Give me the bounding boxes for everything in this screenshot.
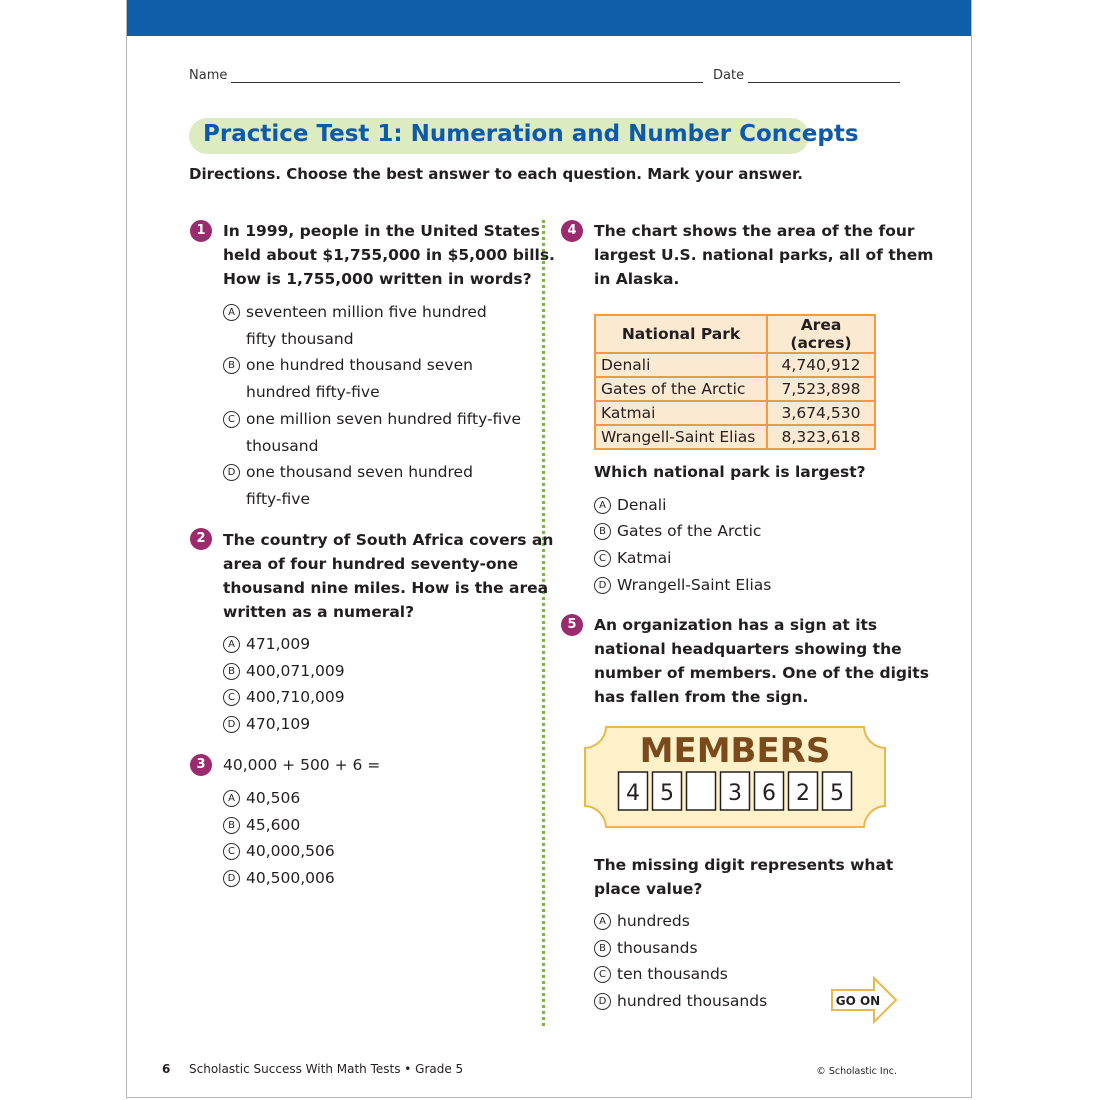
- table-header: Area (acres): [767, 315, 875, 353]
- digit-boxes: [619, 772, 852, 810]
- date-line[interactable]: [748, 68, 900, 83]
- date-field: [713, 68, 900, 83]
- answer-bubble-d[interactable]: D: [594, 577, 611, 594]
- option-text: Gates of the Arctic: [617, 522, 762, 540]
- question-1-line: How is 1,755,000 written in words?: [223, 270, 532, 288]
- answer-bubble-b[interactable]: B: [223, 357, 240, 374]
- question-4-line: The chart shows the area of the four: [594, 222, 915, 240]
- question-5-line: An organization has a sign at its: [594, 616, 878, 634]
- table-row: [595, 353, 875, 377]
- directions-text: Directions. Choose the best answer to each question. Mark your answer.: [189, 165, 803, 183]
- digit-label: 5: [830, 781, 844, 806]
- question-2-line: area of four hundred seventy-one: [223, 555, 519, 573]
- table-cell: 4,740,912: [767, 353, 875, 377]
- worksheet-page: [126, 0, 972, 1098]
- option-text: hundreds: [617, 912, 690, 930]
- page-number: 6: [162, 1062, 171, 1076]
- answer-bubble-c[interactable]: C: [223, 411, 240, 428]
- table-cell: 8,323,618: [767, 425, 875, 449]
- option-text: one thousand seven hundred fifty-five: [246, 463, 473, 508]
- sign-title: MEMBERS: [639, 731, 831, 771]
- question-2-text: [223, 528, 553, 624]
- digit-label: 3: [728, 781, 742, 806]
- question-3-text: 40,000 + 500 + 6 =: [223, 756, 381, 774]
- page-title: Practice Test 1: Numeration and Number Concepts: [203, 121, 859, 147]
- question-number-2: 2: [190, 528, 212, 550]
- question-4-line: in Alaska.: [594, 270, 680, 288]
- national-parks-table: [594, 314, 876, 450]
- option-text: 470,109: [246, 715, 311, 733]
- answer-bubble-c[interactable]: C: [594, 966, 611, 983]
- answer-bubble-a[interactable]: A: [223, 304, 240, 321]
- option-text: hundred thousands: [617, 992, 768, 1010]
- option-text: one million seven hundred fifty-five thousand: [246, 410, 522, 455]
- option-text: 400,071,009: [246, 662, 345, 680]
- answer-bubble-a[interactable]: A: [594, 497, 611, 514]
- table-cell: 7,523,898: [767, 377, 875, 401]
- book-title: Scholastic Success With Math Tests • Grade 5: [189, 1062, 464, 1076]
- question-2-line: The country of South Africa covers an: [223, 531, 554, 549]
- go-on-arrow: [830, 976, 898, 1024]
- answer-bubble-b[interactable]: B: [594, 940, 611, 957]
- question-5-prompt-line: The missing digit represents what: [594, 856, 894, 874]
- question-4-line: largest U.S. national parks, all of them: [594, 246, 934, 264]
- name-line[interactable]: [231, 68, 703, 83]
- option-text: 471,009: [246, 635, 311, 653]
- answer-bubble-b[interactable]: B: [594, 523, 611, 540]
- top-color-bar: [127, 0, 971, 36]
- table-row: [595, 425, 875, 449]
- question-5-line: number of members. One of the digits: [594, 664, 929, 682]
- option-text: 400,710,009: [246, 688, 345, 706]
- answer-bubble-a[interactable]: A: [223, 636, 240, 653]
- question-5-line: has fallen from the sign.: [594, 688, 809, 706]
- question-1-text: [223, 219, 555, 291]
- digit-label: 5: [660, 781, 674, 806]
- table-cell: Denali: [595, 353, 767, 377]
- option-text: ten thousands: [617, 965, 728, 983]
- answer-bubble-a[interactable]: A: [594, 913, 611, 930]
- answer-bubble-b[interactable]: B: [223, 817, 240, 834]
- option-text: one hundred thousand seven hundred fifty-five: [246, 356, 473, 401]
- table-cell: Gates of the Arctic: [595, 377, 767, 401]
- name-field: [189, 68, 703, 83]
- question-4-text: [594, 219, 933, 291]
- question-number-3: 3: [190, 754, 212, 776]
- question-number-5: 5: [561, 614, 583, 636]
- missing-digit-box: [687, 772, 716, 810]
- question-5-prompt: [594, 853, 893, 901]
- digit-label: 4: [626, 781, 640, 806]
- question-4-prompt: Which national park is largest?: [594, 463, 866, 481]
- question-5-line: national headquarters showing the: [594, 640, 902, 658]
- copyright: © Scholastic Inc.: [816, 1066, 897, 1077]
- answer-bubble-d[interactable]: D: [594, 993, 611, 1010]
- question-5-prompt-line: place value?: [594, 880, 703, 898]
- question-2-line: written as a numeral?: [223, 603, 415, 621]
- table-header: National Park: [595, 315, 767, 353]
- name-label: Name: [189, 68, 228, 83]
- answer-bubble-c[interactable]: C: [223, 689, 240, 706]
- go-on-label: GO ON: [835, 994, 881, 1008]
- option-text: Denali: [617, 496, 667, 514]
- answer-bubble-d[interactable]: D: [223, 716, 240, 733]
- table-header-row: [595, 315, 875, 353]
- option-text: Wrangell-Saint Elias: [617, 576, 772, 594]
- digit-label: 6: [762, 781, 776, 806]
- option-text: 45,600: [246, 816, 301, 834]
- table-cell: Wrangell-Saint Elias: [595, 425, 767, 449]
- answer-bubble-b[interactable]: B: [223, 663, 240, 680]
- answer-bubble-d[interactable]: D: [223, 464, 240, 481]
- table-cell: 3,674,530: [767, 401, 875, 425]
- question-1-line: In 1999, people in the United States: [223, 222, 540, 240]
- table-row: [595, 401, 875, 425]
- question-2-line: thousand nine miles. How is the area: [223, 579, 549, 597]
- answer-bubble-d[interactable]: D: [223, 870, 240, 887]
- table-cell: Katmai: [595, 401, 767, 425]
- digit-label: 2: [796, 781, 810, 806]
- answer-bubble-c[interactable]: C: [223, 843, 240, 860]
- date-label: Date: [713, 68, 745, 83]
- option-text: 40,000,506: [246, 842, 335, 860]
- answer-bubble-c[interactable]: C: [594, 550, 611, 567]
- option-text: seventeen million five hundred fifty thousand: [246, 303, 487, 348]
- members-sign: [584, 726, 886, 828]
- question-number-4: 4: [561, 220, 583, 242]
- option-text: thousands: [617, 939, 698, 957]
- answer-bubble-a[interactable]: A: [223, 790, 240, 807]
- question-number-1: 1: [190, 220, 212, 242]
- option-text: 40,506: [246, 789, 301, 807]
- option-text: Katmai: [617, 549, 672, 567]
- table-row: [595, 377, 875, 401]
- question-1-line: held about $1,755,000 in $5,000 bills.: [223, 246, 555, 264]
- option-text: 40,500,006: [246, 869, 335, 887]
- question-5-text: [594, 613, 929, 709]
